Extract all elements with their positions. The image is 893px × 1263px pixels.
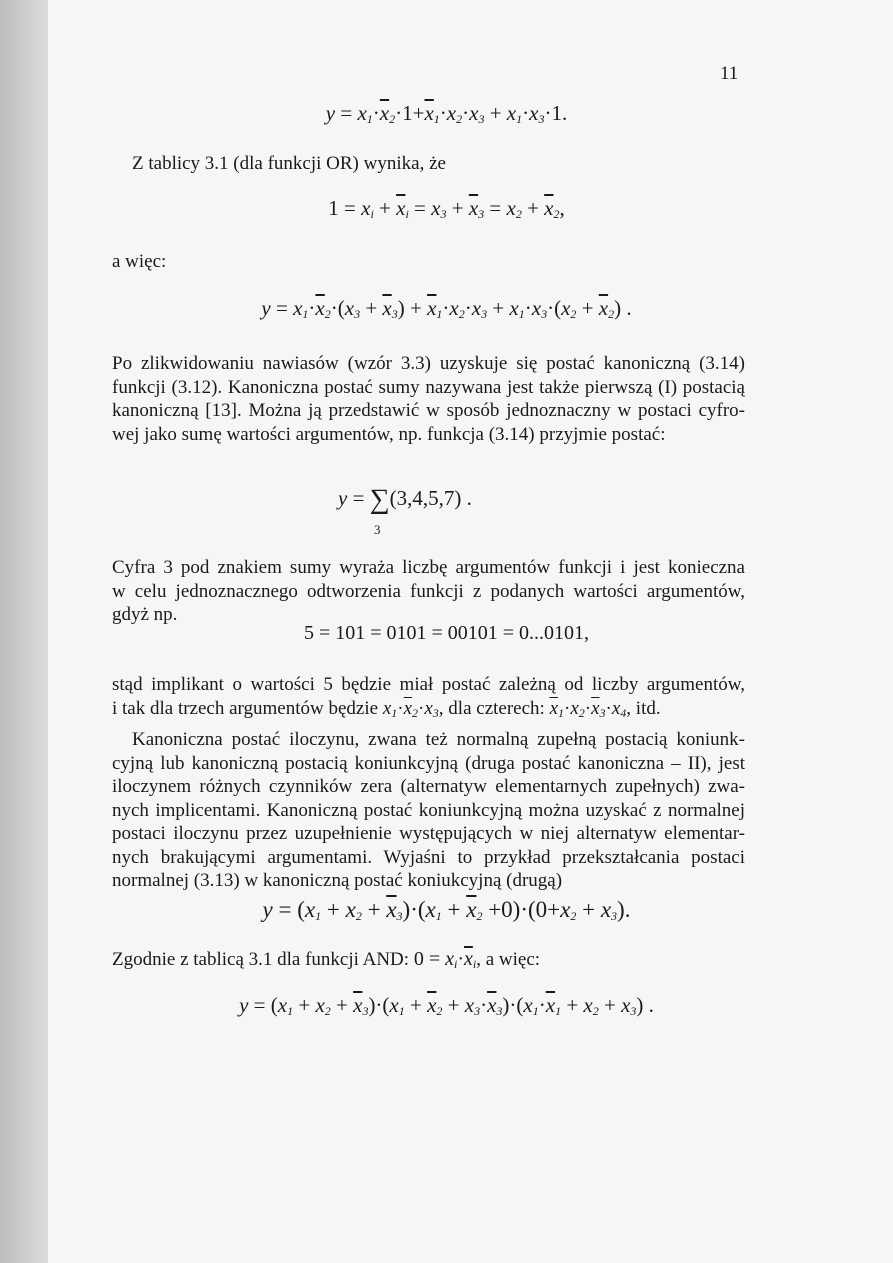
paragraph-5-line-2: i tak dla trzech argumentów będzie $x_1\cdot\overline{x}_2\cdot x_3$, dla czterech: $\overline{x}_1\cdot x_2\cdot\overline{x}_3\cdot x_4$, itd. xyxy=(112,697,661,720)
equation-5: $y = (x_1 + x_2 + \overline{x}_3)\cdot(x_1 + \overline{x}_2 +0)\cdot(0+x_2 + x_3)$. xyxy=(262,897,631,923)
paragraph-6-line-5: postaci iloczynu przez uzupełnienie występujących w niej alternatyw elementar- xyxy=(112,823,745,844)
paragraph-3-line-3: kanoniczną [13]. Można ją przedstawić w sposób jednoznaczny w postaci cyfro- xyxy=(112,400,745,421)
equation-4-sum: y = ∑(3,4,5,7) . xyxy=(338,484,472,515)
paragraph-5 xyxy=(112,673,745,725)
equation-2: $1 = x_i + \overline{x}_i = x_3 + \overline{x}_3 = x_2 + \overline{x}_2$, xyxy=(328,196,565,221)
equation-6: $y = (x_1 + x_2 + \overline{x}_3)\cdot(x_1 + \overline{x}_2 + x_3\cdot\overline{x}_3)\cdot(x_1\cdot\overline{x}_1 + x_2 + x_3)$ . xyxy=(239,993,654,1018)
paragraph-6-line-3: iloczynem różnych czynników zera (alternatyw elementarnych zupełnych) zwa- xyxy=(112,776,745,797)
equation-binary: 5 = 101 = 0101 = 00101 = 0...0101, xyxy=(303,622,590,644)
paragraph-3-line-1: Po zlikwidowaniu nawiasów (wzór 3.3) uzyskuje się postać kanoniczną (3.14) xyxy=(112,353,745,374)
paragraph-6 xyxy=(112,728,745,893)
paragraph-6-line-6: nych brakującymi argumentami. Wyjaśni to przykład przekształcania postaci xyxy=(112,846,745,868)
paragraph-4 xyxy=(112,556,745,627)
paragraph-6-line-1: Kanoniczna postać iloczynu, zwana też normalną zupełną postacią koniunk- xyxy=(132,729,745,750)
paragraph-1: Z tablicy 3.1 (dla funkcji OR) wynika, że xyxy=(132,153,446,174)
paragraph-3 xyxy=(112,352,745,446)
paragraph-3-line-2: funkcji (3.12). Kanoniczna postać sumy nazywana jest także pierwszą (I) postacią xyxy=(112,376,745,398)
paragraph-7: Zgodnie z tablicą 3.1 dla funkcji AND: $0 = x_i\cdot\overline{x}_i$, a więc: xyxy=(112,948,541,971)
paragraph-3-line-4: wej jako sumę wartości argumentów, np. funkcja (3.14) przyjmie postać: xyxy=(112,423,666,445)
paragraph-6-line-7: normalnej (3.13) w kanoniczną postać koniukcyjną (drugą) xyxy=(112,870,563,891)
paragraph-6-line-4: nych implicentami. Kanoniczną postać koniunkcyjną można uzyskać z normalnej xyxy=(112,799,745,821)
page-number: 11 xyxy=(720,63,739,84)
paragraph-4-line-1: Cyfra 3 pod znakiem sumy wyraża liczbę argumentów funkcji i jest konieczna xyxy=(112,557,745,578)
equation-1: $y = x_1\cdot\overline{x}_2\cdot 1+\overline{x}_1\cdot x_2\cdot x_3 + x_1\cdot x_3\cdot 1$. xyxy=(325,101,568,126)
paragraph-5-line-1: stąd implikant o wartości 5 będzie miał postać zależną od liczby argumentów, xyxy=(112,674,745,695)
equation-3: $y = x_1\cdot\overline{x}_2\cdot(x_3 + \overline{x}_3) + \overline{x}_1\cdot x_2\cdot x_3 + x_1\cdot x_3\cdot(x_2 + \overline{x}_2)$ . xyxy=(261,296,632,321)
paragraph-4-line-3: gdyż np. xyxy=(112,604,178,625)
paragraph-6-line-2: cyjną lub kanoniczną postacią koniunkcyjną (druga postać kanoniczna – II), jest xyxy=(112,752,745,774)
paragraph-2: a więc: xyxy=(112,251,167,272)
sum-subscript: 3 xyxy=(374,522,381,537)
paragraph-4-line-2: w celu jednoznacznego odtworzenia funkcji z podanych wartości argumentów, xyxy=(112,580,745,602)
